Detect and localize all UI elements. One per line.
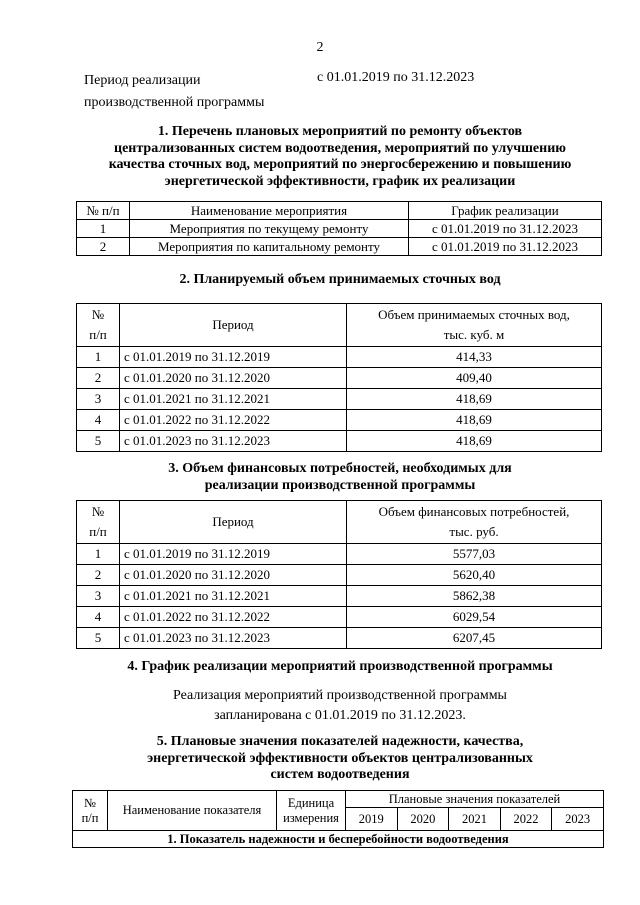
col-header-year: 2019	[346, 808, 398, 831]
cell-volume: 409,40	[347, 368, 602, 389]
cell-num: 2	[77, 368, 120, 389]
col-header-period: Период	[120, 501, 347, 544]
table-row	[77, 347, 602, 368]
col-header-finance	[347, 501, 602, 544]
col-header-planned: Плановые значения показателей	[346, 791, 604, 808]
cell-activity: Мероприятия по капитальному ремонту	[130, 238, 409, 256]
cell-num: 1	[77, 347, 120, 368]
section2-title: 2. Планируемый объем принимаемых сточных вод	[179, 272, 501, 287]
cell-period: с 01.01.2020 по 31.12.2020	[120, 565, 347, 586]
cell-activity: Мероприятия по текущему ремонту	[130, 220, 409, 238]
cell-num: 2	[77, 565, 120, 586]
cell-period: с 01.01.2019 по 31.12.2019	[120, 347, 347, 368]
cell-num: 1	[77, 544, 120, 565]
cell-schedule: с 01.01.2019 по 31.12.2023	[409, 238, 602, 256]
col-header-volume	[347, 304, 602, 347]
period-value: с 01.01.2019 по 31.12.2023	[317, 70, 475, 85]
table-row	[77, 238, 602, 256]
col-header-num-line1: №	[84, 795, 96, 810]
col-header-activity: Наименование мероприятия	[130, 202, 409, 220]
col-header-year: 2023	[552, 808, 604, 831]
cell-num: 2	[77, 238, 130, 256]
table-header-row	[77, 202, 602, 220]
col-header-unit-line2: измерения	[283, 810, 339, 825]
cell-period: с 01.01.2021 по 31.12.2021	[120, 586, 347, 607]
financial-needs-table	[76, 500, 602, 649]
page-number: 2	[316, 40, 324, 55]
cell-period: с 01.01.2022 по 31.12.2022	[120, 410, 347, 431]
table-row	[77, 607, 602, 628]
table-header-row	[77, 501, 602, 544]
table-row	[77, 586, 602, 607]
wastewater-volume-table	[76, 303, 602, 452]
section5-title-line: 5. Плановые значения показателей надежности, качества,	[156, 734, 524, 749]
indicators-table	[72, 790, 604, 848]
section3-title-line: реализации производственной программы	[204, 477, 476, 493]
cell-volume: 418,69	[347, 431, 602, 452]
col-header-indicator: Наименование показателя	[108, 791, 277, 831]
col-header-schedule: График реализации	[409, 202, 602, 220]
col-header-year: 2020	[397, 808, 449, 831]
cell-num: 4	[77, 410, 120, 431]
cell-finance: 5620,40	[347, 565, 602, 586]
cell-period: с 01.01.2023 по 31.12.2023	[120, 431, 347, 452]
col-header-num	[73, 791, 108, 831]
col-header-volume-line1: Объем принимаемых сточных вод,	[378, 307, 570, 322]
section1-title-line: энергетической эффективности, график их реализации	[164, 173, 516, 189]
table-row	[77, 368, 602, 389]
section1-title-line: качества сточных вод, мероприятий по энергосбережению и повышению	[108, 157, 572, 172]
col-header-num	[77, 501, 120, 544]
col-header-num-line2: п/п	[81, 810, 99, 825]
col-header-year: 2021	[449, 808, 501, 831]
col-header-num-line2: п/п	[89, 524, 107, 539]
section4-text-line2: запланирована с 01.01.2019 по 31.12.2023.	[214, 708, 466, 723]
section3-title-line: 3. Объем финансовых потребностей, необходимых для	[168, 461, 512, 476]
cell-volume: 418,69	[347, 389, 602, 410]
section1-title-line: централизованных систем водоотведения, мероприятий по улучшению	[114, 140, 566, 156]
cell-period: с 01.01.2022 по 31.12.2022	[120, 607, 347, 628]
section1-title	[60, 124, 620, 190]
section5-subheading: 1. Показатель надежности и бесперебойности водоотведения	[73, 831, 604, 848]
cell-period: с 01.01.2020 по 31.12.2020	[120, 368, 347, 389]
cell-finance: 5862,38	[347, 586, 602, 607]
section3-title	[60, 461, 620, 494]
col-header-unit	[277, 791, 346, 831]
cell-num: 4	[77, 607, 120, 628]
table-row	[77, 389, 602, 410]
period-label-line2: производственной программы	[84, 95, 265, 110]
table-row	[77, 220, 602, 238]
table-row	[77, 431, 602, 452]
cell-period: с 01.01.2023 по 31.12.2023	[120, 628, 347, 649]
section4-text	[60, 686, 620, 726]
col-header-year: 2022	[500, 808, 552, 831]
cell-finance: 6029,54	[347, 607, 602, 628]
table-header-row	[77, 304, 602, 347]
cell-schedule: с 01.01.2019 по 31.12.2023	[409, 220, 602, 238]
cell-volume: 414,33	[347, 347, 602, 368]
col-header-num-line2: п/п	[89, 327, 107, 342]
col-header-period: Период	[120, 304, 347, 347]
cell-finance: 6207,45	[347, 628, 602, 649]
section5-title-line: энергетической эффективности объектов централизованных	[147, 750, 533, 766]
col-header-unit-line1: Единица	[287, 795, 335, 810]
table-row	[73, 831, 604, 848]
section1-title-line: 1. Перечень плановых мероприятий по ремонту объектов	[157, 124, 523, 139]
cell-num: 3	[77, 389, 120, 410]
table-header-row	[73, 791, 604, 808]
col-header-finance-line2: тыс. руб.	[449, 524, 499, 539]
cell-num: 5	[77, 431, 120, 452]
section4-text-line1: Реализация мероприятий производственной программы	[173, 688, 507, 703]
activities-table	[76, 201, 602, 256]
cell-period: с 01.01.2021 по 31.12.2021	[120, 389, 347, 410]
col-header-num-line1: №	[91, 504, 105, 519]
cell-volume: 418,69	[347, 410, 602, 431]
period-label-line1: Период реализации	[84, 73, 201, 88]
section5-title-line: систем водоотведения	[270, 767, 410, 782]
cell-num: 5	[77, 628, 120, 649]
cell-finance: 5577,03	[347, 544, 602, 565]
period-label	[84, 70, 264, 114]
col-header-num	[77, 304, 120, 347]
table-row	[77, 544, 602, 565]
col-header-finance-line1: Объем финансовых потребностей,	[378, 504, 570, 519]
cell-num: 1	[77, 220, 130, 238]
col-header-volume-line2: тыс. куб. м	[443, 327, 505, 342]
section4-title: 4. График реализации мероприятий производственной программы	[127, 659, 553, 674]
cell-num: 3	[77, 586, 120, 607]
section5-title	[60, 734, 620, 784]
table-row	[77, 628, 602, 649]
col-header-num: № п/п	[77, 202, 130, 220]
table-row	[77, 410, 602, 431]
col-header-num-line1: №	[91, 307, 105, 322]
cell-period: с 01.01.2019 по 31.12.2019	[120, 544, 347, 565]
table-row	[77, 565, 602, 586]
